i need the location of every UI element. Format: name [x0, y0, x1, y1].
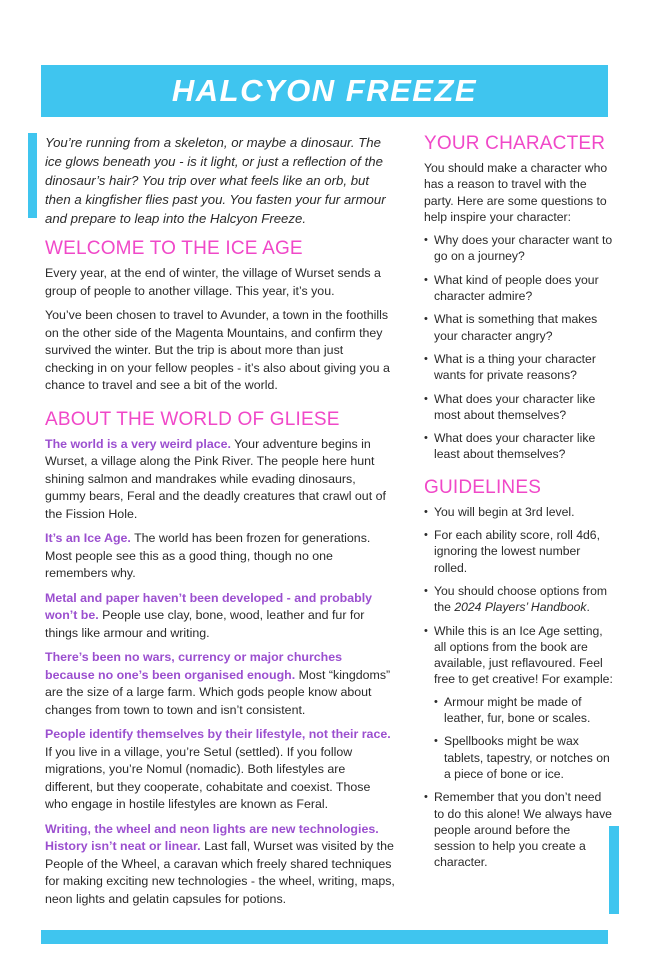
world-paragraph: [45, 590, 395, 643]
list-item: • You will begin at 3rd level.: [424, 504, 614, 520]
world-paragraph: [45, 821, 395, 909]
world-highlight: It’s an Ice Age.: [45, 531, 131, 545]
title-banner: [41, 65, 608, 117]
world-text: The world has been frozen for generations. Most people see this as a good thing, though no one remembers why.: [45, 531, 371, 580]
guidelines-list: [424, 504, 614, 871]
list-item: • What kind of people does your character admire?: [424, 272, 614, 305]
welcome-heading: WELCOME TO THE ICE AGE: [45, 238, 303, 259]
character-intro: You should make a character who has a reason to travel with the party. Here are some questions to help inspire your character:: [424, 161, 608, 224]
list-item: • Armour might be made of leather, fur, bone or scales.: [434, 694, 614, 727]
list-item: • Why does your character want to go on a journey?: [424, 232, 614, 265]
character-heading: YOUR CHARACTER: [424, 133, 606, 154]
handbook-title: 2024 Players’ Handbook: [454, 600, 587, 615]
list-item: • Remember that you don’t need to do this alone! We always have people around before the session to help you create a character.: [424, 789, 614, 870]
guidelines-heading: GUIDELINES: [424, 476, 542, 498]
list-item: • What is a thing your character wants for private reasons?: [424, 351, 614, 384]
world-text: Last fall, Wurset was visited by the People of the Wheel, a caravan which freely shared techniques for making exciting new technologies - the wheel, writing, maps, neon lights and gelatin capsules for potions.: [45, 839, 395, 906]
world-paragraph: [45, 530, 395, 583]
page-title: HALCYON FREEZE: [171, 73, 478, 108]
example-list: [434, 694, 614, 782]
character-question-list: [424, 232, 614, 463]
world-paragraph: [45, 649, 395, 719]
welcome-paragraph-1: Every year, at the end of winter, the village of Wurset sends a group of people to another village. This year, it’s you.: [45, 266, 381, 298]
guideline-text: .: [586, 600, 590, 615]
intro-paragraph: You’re running from a skeleton, or maybe a dinosaur. The ice glows beneath you - is it light, or just a reflection of the dinosaur’s hair? You trip over what feels like an orb, but then a kingfisher flies past you. You fasten your fur armour and prepare to leap into the Halcyon Freeze.: [45, 135, 386, 226]
world-highlight: People identify themselves by their lifestyle, not their race.: [45, 727, 391, 741]
list-item: [424, 583, 614, 616]
list-item: • For each ability score, roll 4d6, ignoring the lowest number rolled.: [424, 527, 614, 576]
right-column: [424, 133, 614, 878]
welcome-paragraph-2: You’ve been chosen to travel to Avunder, a town in the foothills on the other side of the Magenta Mountains, and confirm they survived the winter. But the trip is about more than just checking in on your fellow peoples - it’s also about giving you a chance to travel and see a bit of the world.: [45, 308, 390, 392]
world-text: Your adventure begins in Wurset, a village along the Pink River. The people here hunt shining salmon and mandrakes while evading dinosaurs, gummy bears, Feral and the deadly creatures that crawl out of the Fission Hole.: [45, 436, 386, 521]
list-item: • What does your character like most about themselves?: [424, 391, 614, 424]
world-text: People use clay, bone, wood, leather and fur for things like armour and writing.: [45, 608, 365, 640]
left-column: [45, 133, 395, 915]
world-highlight: There’s been no wars, currency or major churches because no one’s been organised enough.: [45, 650, 343, 682]
list-item: • What does your character like least about themselves?: [424, 430, 614, 463]
world-highlight: Metal and paper haven’t been developed - and probably won’t be.: [45, 590, 373, 622]
world-paragraph: [45, 436, 395, 524]
world-highlight: The world is a very weird place.: [45, 436, 231, 451]
list-item: • Spellbooks might be wax tablets, tapestry, or notches on a piece of bone or ice.: [434, 733, 614, 782]
world-heading: ABOUT THE WORLD OF GLIESE: [45, 408, 340, 430]
world-paragraph: [45, 726, 395, 814]
guideline-text: You should choose options from the: [434, 583, 607, 615]
footer-bar: [41, 930, 608, 944]
intro-accent-bar: [28, 133, 37, 218]
world-highlight: Writing, the wheel and neon lights are new technologies. History isn’t neat or linear.: [45, 821, 379, 853]
list-item: • What is something that makes your character angry?: [424, 311, 614, 344]
list-item: [424, 623, 614, 783]
guideline-text: While this is an Ice Age setting, all options from the book are available, just reflavoured. Feel free to get creative! For example:: [434, 623, 613, 687]
world-text: If you live in a village, you’re Setul (settled). If you follow migrations, you’re Nomul (nomadic). Both lifestyles are different, but they cooperate, cohabitate and coexist. Those who engage in hostile lifestyles are known as Feral.: [45, 744, 371, 811]
world-text: Most “kingdoms” are the size of a large farm. Which gods people know about changes from town to town and isn’t consistent.: [45, 667, 391, 717]
